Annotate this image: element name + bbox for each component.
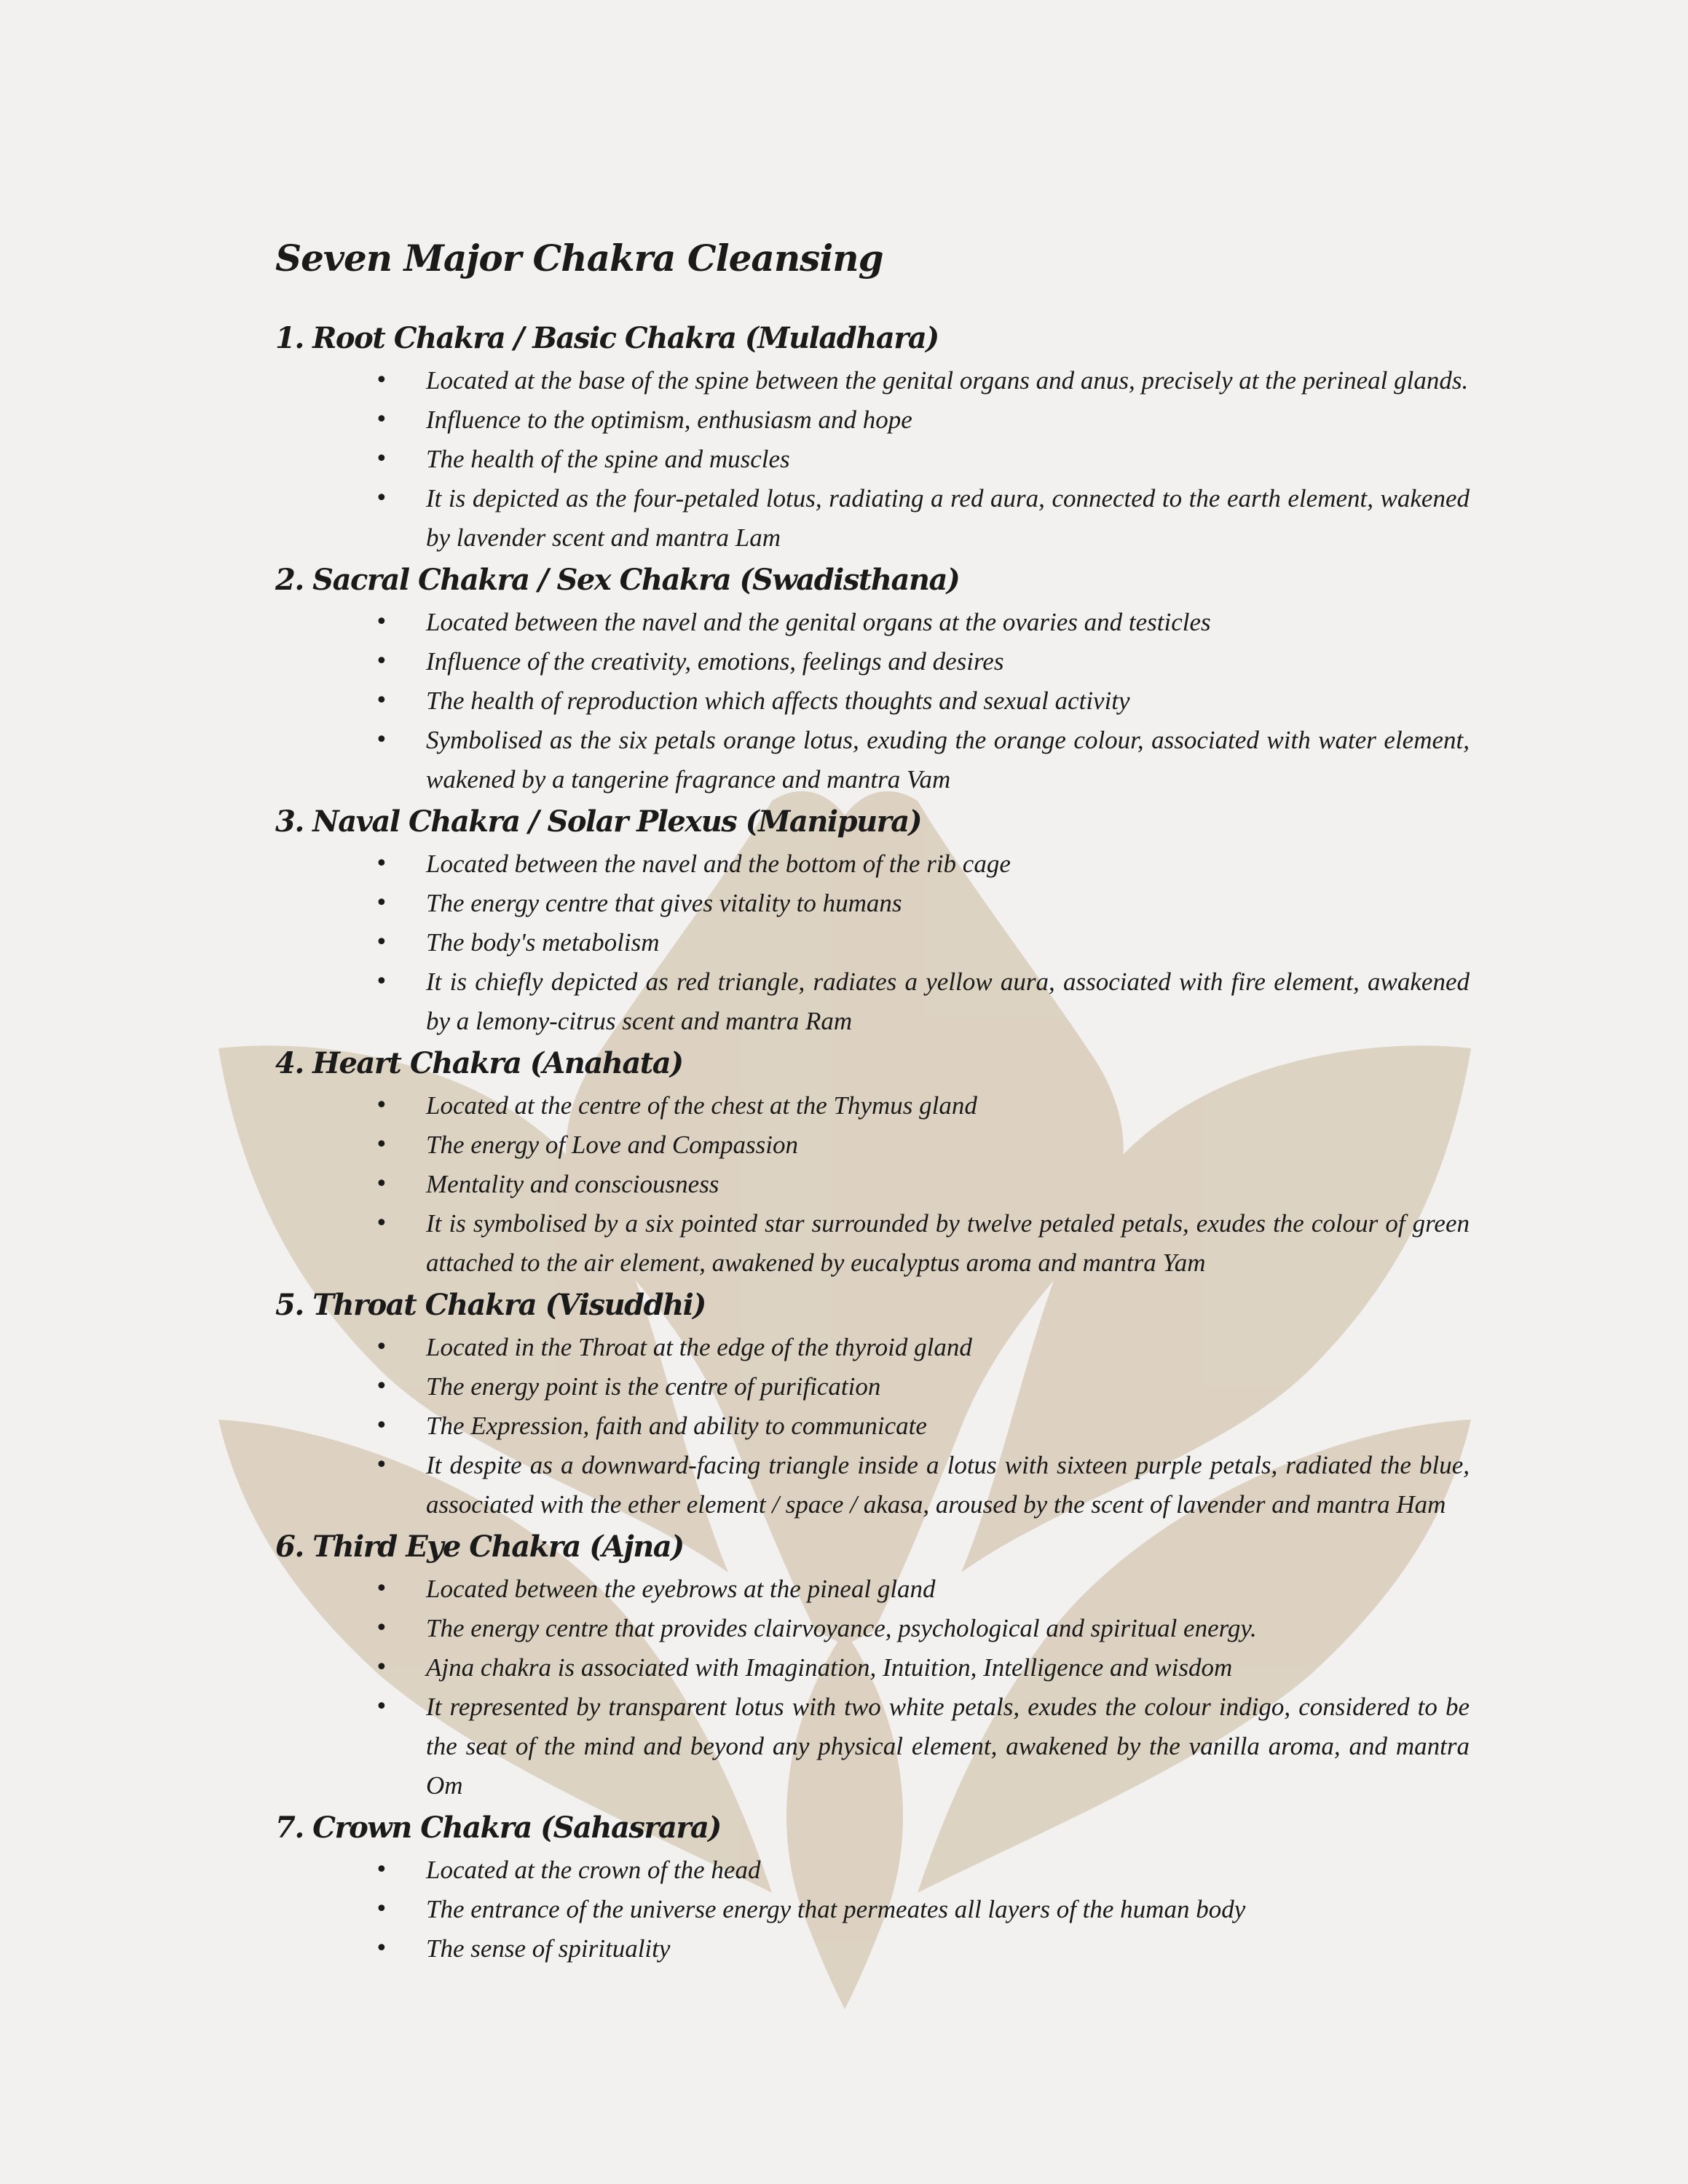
list-item-text: Symbolised as the six petals orange lotus, exuding the orange colour, associated with water element, wakened by a tangerine fragrance and mantra Vam bbox=[426, 726, 1470, 794]
list-item bbox=[375, 603, 1470, 642]
list-item bbox=[375, 844, 1470, 884]
bullet-icon: • bbox=[375, 609, 388, 635]
section-heading: 2. Sacral Chakra / Sex Chakra (Swadisthana) bbox=[275, 563, 960, 597]
list-item-text: Influence to the optimism, enthusiasm and hope bbox=[426, 405, 912, 434]
bullet-icon: • bbox=[375, 649, 388, 674]
bullet-icon: • bbox=[375, 688, 388, 713]
list-item-text: Located at the centre of the chest at the Thymus gland bbox=[426, 1091, 977, 1120]
list-item-text: Located at the crown of the head bbox=[426, 1856, 761, 1884]
list-item-text: It is depicted as the four-petaled lotus, radiating a red aura, connected to the earth element, wakened by lavender scent and mantra Lam bbox=[426, 484, 1470, 552]
bullet-icon: • bbox=[375, 1452, 388, 1478]
list-item-text: It despite as a downward-facing triangle inside a lotus with sixteen purple petals, radiated the blue, associated with the ether element / space / akasa, aroused by the scent of lavender and mantra Ham bbox=[426, 1451, 1470, 1519]
bullet-icon: • bbox=[375, 1857, 388, 1883]
list-item-text: It is chiefly depicted as red triangle, radiates a yellow aura, associated with fire element, awakened by a lemony-citrus scent and mantra Ram bbox=[426, 968, 1470, 1035]
list-item bbox=[375, 1570, 1470, 1609]
chakra-section bbox=[275, 558, 1470, 799]
bullet-icon: • bbox=[375, 727, 388, 753]
bullet-icon: • bbox=[375, 486, 388, 511]
list-item-text: Located between the eyebrows at the pineal gland bbox=[426, 1575, 936, 1603]
bullet-icon: • bbox=[375, 1132, 388, 1158]
bullet-icon: • bbox=[375, 1576, 388, 1602]
list-item bbox=[375, 1648, 1470, 1688]
bullet-icon: • bbox=[375, 1655, 388, 1680]
bullet-list bbox=[275, 603, 1470, 799]
list-item bbox=[375, 642, 1470, 681]
list-item bbox=[375, 1328, 1470, 1367]
bullet-icon: • bbox=[375, 1896, 388, 1922]
bullet-icon: • bbox=[375, 1211, 388, 1236]
bullet-icon: • bbox=[375, 1936, 388, 1961]
list-item-text: Located at the base of the spine between the genital organs and anus, precisely at the perineal glands. bbox=[426, 366, 1469, 395]
section-heading: 6. Third Eye Chakra (Ajna) bbox=[275, 1530, 684, 1564]
bullet-icon: • bbox=[375, 446, 388, 472]
list-item bbox=[375, 1406, 1470, 1446]
bullet-list bbox=[275, 1086, 1470, 1283]
bullet-icon: • bbox=[375, 368, 388, 393]
list-item bbox=[375, 721, 1470, 799]
bullet-icon: • bbox=[375, 1171, 388, 1197]
list-item-text: It represented by transparent lotus with two white petals, exudes the colour indigo, considered to be the seat of the mind and beyond any physical element, awakened by the vanilla aroma, and mantra Om bbox=[426, 1693, 1470, 1800]
section-heading: 3. Naval Chakra / Solar Plexus (Manipura) bbox=[275, 804, 922, 839]
list-item bbox=[375, 1609, 1470, 1648]
list-item-text: The Expression, faith and ability to communicate bbox=[426, 1412, 927, 1440]
bullet-list bbox=[275, 844, 1470, 1041]
list-item-text: Located between the navel and the genital organs at the ovaries and testicles bbox=[426, 608, 1211, 636]
list-item bbox=[375, 681, 1470, 721]
list-item bbox=[375, 923, 1470, 962]
bullet-icon: • bbox=[375, 851, 388, 877]
list-item bbox=[375, 884, 1470, 923]
list-item-text: Mentality and consciousness bbox=[426, 1170, 719, 1198]
list-item-text: The energy of Love and Compassion bbox=[426, 1131, 799, 1159]
bullet-icon: • bbox=[375, 1413, 388, 1439]
section-heading: 1. Root Chakra / Basic Chakra (Muladhara) bbox=[275, 321, 939, 355]
list-item bbox=[375, 361, 1470, 400]
list-item bbox=[375, 1367, 1470, 1406]
list-item-text: Influence of the creativity, emotions, feelings and desires bbox=[426, 647, 1004, 676]
bullet-icon: • bbox=[375, 930, 388, 955]
section-heading: 4. Heart Chakra (Anahata) bbox=[275, 1046, 683, 1080]
bullet-icon: • bbox=[375, 890, 388, 916]
list-item-text: The energy centre that provides clairvoyance, psychological and spiritual energy. bbox=[426, 1614, 1257, 1642]
list-item-text: Located in the Throat at the edge of the thyroid gland bbox=[426, 1333, 972, 1361]
bullet-icon: • bbox=[375, 969, 388, 994]
bullet-icon: • bbox=[375, 1334, 388, 1360]
list-item bbox=[375, 1204, 1470, 1283]
bullet-list bbox=[275, 361, 1470, 558]
bullet-list bbox=[275, 1328, 1470, 1524]
chakra-section bbox=[275, 1283, 1470, 1524]
chakra-section bbox=[275, 1041, 1470, 1283]
list-item bbox=[375, 1165, 1470, 1204]
list-item bbox=[375, 1688, 1470, 1805]
page-title: Seven Major Chakra Cleansing bbox=[275, 237, 883, 280]
list-item bbox=[375, 1890, 1470, 1929]
chakra-section bbox=[275, 316, 1470, 558]
list-item bbox=[375, 1851, 1470, 1890]
list-item-text: The energy centre that gives vitality to humans bbox=[426, 889, 902, 917]
bullet-icon: • bbox=[375, 1374, 388, 1399]
list-item-text: The sense of spirituality bbox=[426, 1934, 671, 1963]
list-item bbox=[375, 962, 1470, 1041]
section-heading: 7. Crown Chakra (Sahasrara) bbox=[275, 1811, 721, 1845]
document-page bbox=[275, 233, 1470, 1969]
list-item-text: Located between the navel and the bottom of the rib cage bbox=[426, 850, 1011, 878]
list-item-text: Ajna chakra is associated with Imagination, Intuition, Intelligence and wisdom bbox=[426, 1653, 1233, 1682]
list-item-text: The health of reproduction which affects thoughts and sexual activity bbox=[426, 687, 1130, 715]
bullet-list bbox=[275, 1851, 1470, 1969]
chakra-sections bbox=[275, 316, 1470, 1969]
chakra-section bbox=[275, 1524, 1470, 1805]
bullet-icon: • bbox=[375, 1615, 388, 1641]
list-item bbox=[375, 440, 1470, 479]
list-item bbox=[375, 1086, 1470, 1125]
list-item bbox=[375, 400, 1470, 440]
chakra-section bbox=[275, 799, 1470, 1041]
list-item bbox=[375, 1446, 1470, 1524]
list-item bbox=[375, 1125, 1470, 1165]
list-item-text: The energy point is the centre of purification bbox=[426, 1372, 881, 1401]
list-item bbox=[375, 1929, 1470, 1969]
list-item-text: The entrance of the universe energy that permeates all layers of the human body bbox=[426, 1895, 1246, 1923]
list-item-text: The body's metabolism bbox=[426, 928, 660, 957]
section-heading: 5. Throat Chakra (Visuddhi) bbox=[275, 1288, 706, 1322]
bullet-icon: • bbox=[375, 1093, 388, 1118]
list-item-text: It is symbolised by a six pointed star surrounded by twelve petaled petals, exudes the colour of green attached to the air element, awakened by eucalyptus aroma and mantra Yam bbox=[426, 1209, 1470, 1277]
list-item-text: The health of the spine and muscles bbox=[426, 445, 790, 473]
bullet-icon: • bbox=[375, 1694, 388, 1720]
list-item bbox=[375, 479, 1470, 558]
chakra-section bbox=[275, 1805, 1470, 1969]
bullet-list bbox=[275, 1570, 1470, 1805]
bullet-icon: • bbox=[375, 407, 388, 432]
